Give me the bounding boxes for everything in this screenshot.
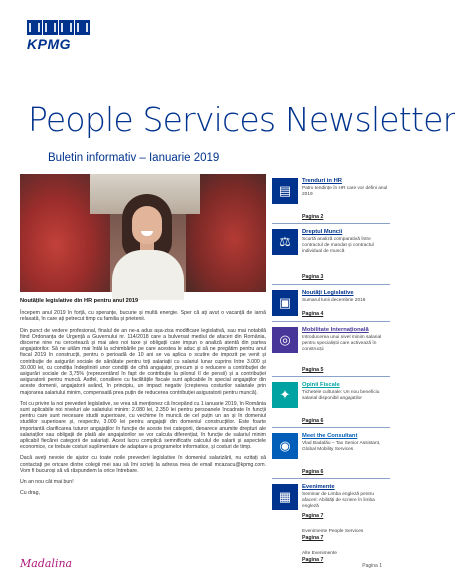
sidebar-item-desc: Tichetele culturale: Un nou beneficiu salarial disponibil angajatilor [302, 390, 380, 401]
sidebar-extra-desc: Evenimente People Services [302, 529, 364, 534]
sidebar-item-evenimente[interactable] [272, 484, 390, 574]
sidebar-page-link[interactable]: Pagina 6 [302, 469, 324, 475]
gavel-icon: ⚖ [272, 229, 298, 255]
article-paragraph: Dacă aveți nevoie de ajutor cu toate noile prevederi legislative în domeniul salarizării, nu ezitați să contactați pe oricare dintre colegii mei sau să îmi scrieți la adresa mea de email mcazacu@kpmg.com. Vom fi bucuroși să vă răspundem la orice întrebare. [20, 455, 266, 474]
sidebar-item-desc: Sumarul lunii decembrie 2018 [302, 298, 366, 303]
page-number: Pagina 1 [362, 563, 382, 569]
logo-square [43, 20, 58, 35]
globe-icon: ◎ [272, 327, 298, 353]
sidebar-item-title[interactable]: Meet the Consultant [302, 433, 358, 439]
article-paragraph: Cu drag, [20, 490, 40, 497]
photo-person-torso [112, 250, 184, 300]
sidebar-page-link[interactable]: Pagina 5 [302, 367, 324, 373]
article-paragraph: Din punct de vedere profesional, finalul de an ne-a adus așa-zisa modificare legislativă, sau mai notabilă fiind Ordonanța de Urgență a Guvernului nr. 114/2018 care a bulversat mediul de afaceri din România, discerne nine nu cercetează și mai ales noi taxe și obligații care impun o analiză atentă din partea angajatorilor. Să ne uităm mai întâi la schimbările pe care acestea le aduc și să ne pregătim pentru anul fiscal 2019 în construcții, pentru o perioadă de 10 ani se va aplica o scutire de impozit pe venit și contribuție de asigurări sociale de sănătate pentru toți salariații cu salariul lunar cuprins între 3.000 și 30.000 lei, cu condiția îndeplinirii unor condiții de cifră angajator, precum și o reducere a contribuției de asigurări sociale de 3,75% (reprezentând în fapt de contribuție la pilonul II de pensii) și a contribuției asiguratorii pentru muncă. Astfel, consiliere cu facilitățile fiscale sunt aplicabile în special angajaților din aceste domenii, angajatorii având, în principiu, un impact negativ (creșterea costurilor salariale prin majorarea salariului minim, compensată prea puțin de reducerea contribuției asiguratorii pentru muncă). [20, 327, 266, 396]
sidebar-item-title[interactable]: Noutăți Legislative [302, 290, 354, 296]
logo-square [75, 20, 90, 35]
trend-chart-icon: ▤ [272, 178, 298, 204]
sidebar-item-title[interactable]: Opinii Fiscale [302, 382, 340, 388]
document-icon: ▣ [272, 290, 298, 316]
sidebar-item-trenduri[interactable] [272, 178, 390, 224]
logo-squares [27, 20, 93, 35]
sidebar-item-opinii-fiscale[interactable] [272, 382, 390, 428]
lightbulb-icon: ✦ [272, 382, 298, 408]
sidebar-page-link[interactable]: Pagina 3 [302, 274, 324, 280]
sidebar-item-desc: Scurtă analiză comparativă între contractul de mandat și contractul individual de muncă [302, 237, 374, 254]
sidebar-page-link[interactable]: Pagina 7 [302, 557, 324, 563]
sidebar-item-desc: Seminar de Limba engleză pentru afaceri: Abilități de scriere în limba engleză [302, 492, 375, 509]
logo-square [27, 20, 42, 35]
article-paragraph: Începem anul 2019 în forță, cu speranțe, bucurie și multă energie. Sper că ați avut o vacanță de iarnă relaxată, în care ați petrecut timp cu familia și prietenii. [20, 310, 266, 323]
sidebar-page-link[interactable]: Pagina 7 [302, 535, 324, 541]
article-paragraph: Tot cu privire la noi prevederi legislative, se vrea să menționez că începând cu 1 ianuarie 2019, în România sunt aplicabile noi niveluri ale salariului minim: 2.080 lei, 2.350 lei pentru persoanele încadrate în funcții pentru care sunt necesare studii superioare, cu vechime în muncă de cel puțin un an și în domeniul studiilor superioare și, respectiv, 3.000 lei pentru angajații din domeniul construcțiilor. Este foarte importantă clarificarea tuturor angajaților în funcție de aceste trei categorii, deoarece anumite drepturi ale salariaților sau obligații de plată ale angajatorilor se vor calcula diferențiat, în funcție de salariul minim aplicabil fiecărei categorii de salariați. Acest lucru complică semnificativ calculul de salarii și aspectele economice, ce trebuie costuri suplimentare de adaptare a programelor informatice, și costuri de timp. [20, 400, 266, 451]
hero-photo [20, 174, 266, 292]
calendar-icon: ▦ [272, 484, 298, 510]
sidebar-item-meet-consultant[interactable] [272, 433, 390, 479]
sidebar-page-link[interactable]: Pagina 2 [302, 214, 324, 220]
sidebar-item-mobilitate[interactable] [272, 327, 390, 377]
kpmg-logo [27, 20, 93, 56]
sidebar-page-link[interactable]: Pagina 7 [302, 513, 324, 519]
newsletter-title: People Services Newsletter [28, 100, 455, 139]
sidebar-item-title[interactable]: Trenduri in HR [302, 178, 342, 184]
sidebar-extra-desc: Alte Evenimente [302, 551, 337, 556]
photo-person-face [132, 206, 162, 244]
sidebar-page-link[interactable]: Pagina 4 [302, 311, 324, 317]
sidebar-item-desc: Patru tendințe în HR care vor defini anul 2019 [302, 186, 388, 197]
sidebar-page-link[interactable]: Pagina 6 [302, 418, 324, 424]
signature: Madalina [20, 557, 73, 570]
sidebar-item-title[interactable]: Mobilitate Internațională [302, 327, 369, 333]
logo-square [59, 20, 74, 35]
article-paragraph: Un an nou cât mai bun! [20, 479, 74, 486]
sidebar-item-desc: Vlad Badalău – Tax Senior Assistant, Global Mobility Services [302, 441, 381, 452]
logo-wordmark: KPMG [27, 36, 71, 52]
newsletter-subtitle: Buletin informativ – Ianuarie 2019 [48, 152, 220, 164]
sidebar-item-desc: Introducerea unui nivel minim salarial pentru specialiștii care activează în construcții [302, 335, 382, 352]
article-heading: Noutățile legislative din HR pentru anul 2019 [20, 298, 139, 304]
person-icon: ◉ [272, 433, 298, 459]
sidebar-item-dreptul-muncii[interactable] [272, 229, 390, 285]
sidebar-item-noutati[interactable] [272, 290, 390, 322]
sidebar-item-title[interactable]: Evenimente [302, 484, 335, 490]
sidebar-item-title[interactable]: Dreptul Muncii [302, 229, 343, 235]
editorial-article [20, 298, 266, 501]
contents-sidebar [272, 178, 390, 574]
